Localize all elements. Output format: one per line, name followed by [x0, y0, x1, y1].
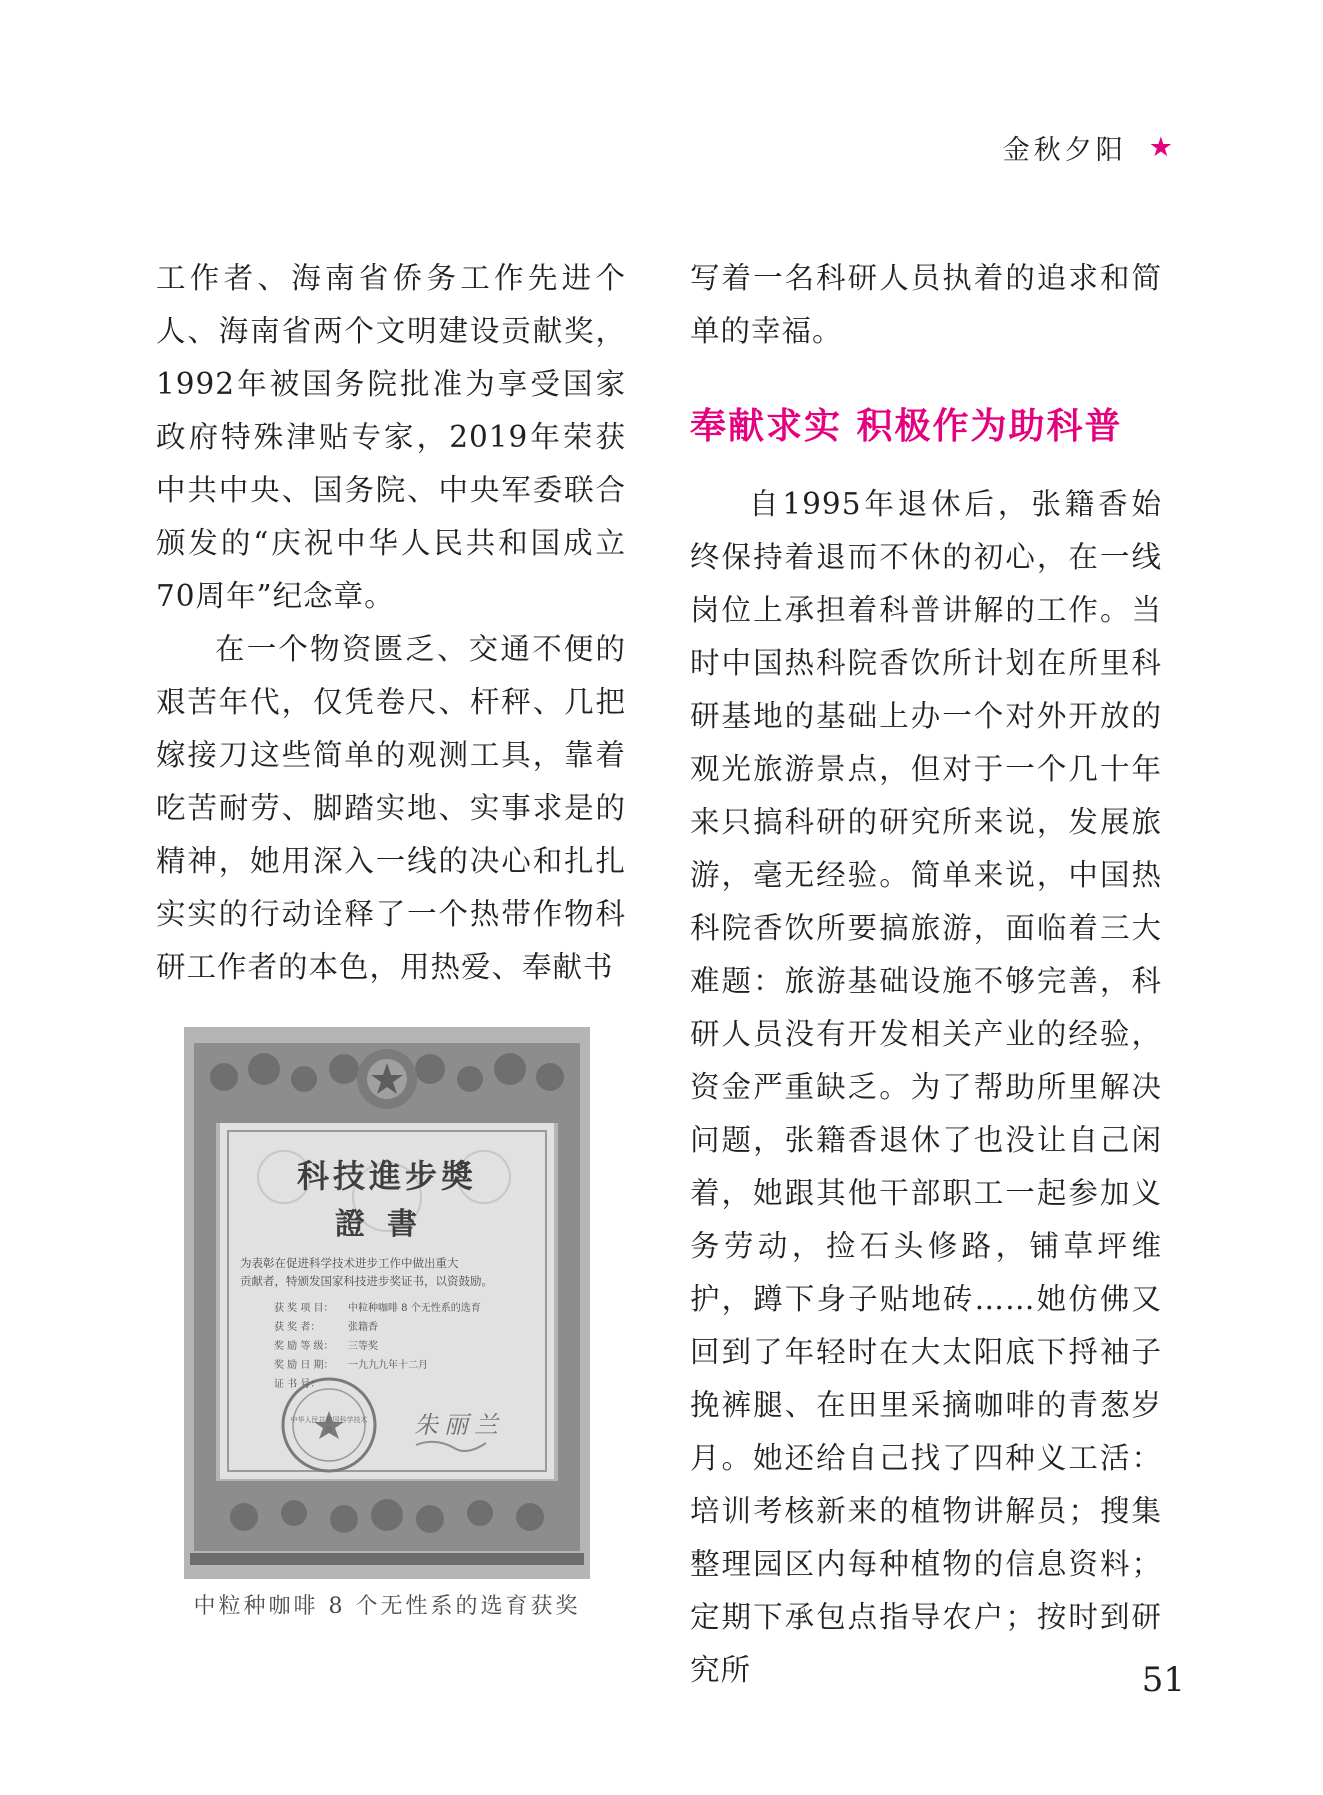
certificate-row-value: 三等奖: [348, 1341, 378, 1352]
certificate-fields: [274, 1299, 534, 1394]
section-heading: 奉献求实 积极作为助科普: [690, 406, 1123, 447]
certificate-statement-line2: 贡献者，特颁发国家科技进步奖证书，以资鼓励。: [240, 1274, 493, 1288]
certificate-subtitle: 證書: [335, 1207, 439, 1242]
certificate-row: [274, 1337, 534, 1356]
certificate-row-value: 中粒种咖啡 8 个无性系的选育: [348, 1303, 481, 1314]
certificate-signature: 朱丽兰: [414, 1411, 504, 1439]
right-column: [690, 252, 1162, 358]
left-paragraph-2: 在一个物资匮乏、交通不便的艰苦年代，仅凭卷尺、杆秤、几把嫁接刀这些简单的观测工具，靠着吃苦耐劳、脚踏实地、实事求是的精神，她用深入一线的决心和扎扎实实的行动诠释了一个热带作物科研工作者的本色，用热爱、奉献书: [156, 632, 626, 984]
certificate-row-label: 获 奖 项 目：: [274, 1303, 334, 1314]
left-paragraph-1: 工作者、海南省侨务工作先进个人、海南省两个文明建设贡献奖，1992年被国务院批准为享受国家政府特殊津贴专家，2019年荣获中共中央、国务院、中央军委联合颁发的“庆祝中华人民共和国成立70周年”纪念章。: [156, 261, 626, 613]
star-icon: ★: [1148, 132, 1173, 163]
certificate-row: [274, 1299, 534, 1318]
right-column-body: [690, 478, 1162, 1697]
certificate-photo: [184, 1027, 590, 1579]
certificate-row: [274, 1375, 534, 1394]
certificate-row-value: 一九九九年十二月: [348, 1360, 428, 1371]
running-header: [1003, 128, 1173, 167]
certificate-row: [274, 1318, 534, 1337]
page-number: 51: [1141, 1660, 1185, 1700]
national-emblem-icon: [357, 1049, 417, 1109]
certificate-title: 科技進步奬: [296, 1157, 477, 1195]
running-header-title: 金秋夕阳: [1002, 135, 1127, 166]
certificate-figure: [184, 1027, 590, 1620]
certificate-row-label: 证 书 号：: [274, 1379, 321, 1390]
certificate-seal-text: 中华人民共和国科学技术部: [290, 1416, 368, 1434]
right-paragraph-1: 写着一名科研人员执着的追求和简单的幸福。: [690, 261, 1162, 348]
certificate-row-label: 奖 励 日 期：: [274, 1360, 334, 1371]
certificate-row: [274, 1356, 534, 1375]
certificate-statement-line1: 为表彰在促进科学技术进步工作中做出重大: [240, 1256, 459, 1270]
figure-caption: 中粒种咖啡 8 个无性系的选育获奖: [193, 1594, 581, 1619]
certificate-row-value: 张籍香: [348, 1322, 378, 1333]
certificate-row-label: 奖 励 等 级：: [274, 1341, 334, 1352]
right-paragraph-2: 自1995年退休后，张籍香始终保持着退而不休的初心，在一线岗位上承担着科普讲解的工作。当时中国热科院香饮所计划在所里科研基地的基础上办一个对外开放的观光旅游景点，但对于一个几十年来只搞科研的研究所来说，发展旅游，毫无经验。简单来说，中国热科院香饮所要搞旅游，面临着三大难题：旅游基础设施不够完善，科研人员没有开发相关产业的经验，资金严重缺乏。为了帮助所里解决问题，张籍香退休了也没让自己闲着，她跟其他干部职工一起参加义务劳动，捡石头修路，铺草坪维护，蹲下身子贴地砖……她仿佛又回到了年轻时在大太阳底下捋袖子挽裤腿、在田里采摘咖啡的青葱岁月。她还给自己找了四种义工活：培训考核新来的植物讲解员；搜集整理园区内每种植物的信息资料；定期下承包点指导农户；按时到研究所: [690, 487, 1162, 1687]
certificate-row-label: 获 奖 者：: [274, 1322, 321, 1333]
left-column: [156, 252, 626, 994]
